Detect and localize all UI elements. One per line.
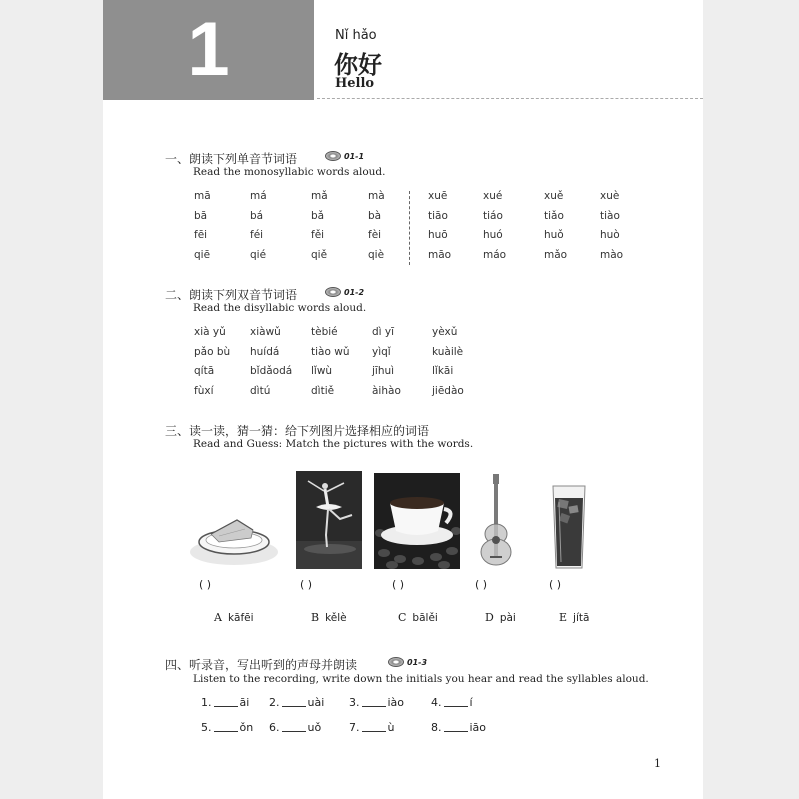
answer-blank[interactable]: ( ) <box>392 578 405 591</box>
section4-subtitle: Listen to the recording, write down the initials you hear and read the syllables aloud. <box>193 673 649 685</box>
choice-word: kělè <box>325 612 347 624</box>
syllable: bà <box>368 209 382 222</box>
guitar-picture <box>476 472 516 570</box>
initial-input-line[interactable] <box>362 731 386 732</box>
syllable: qiě <box>311 248 328 261</box>
initial-blank-item <box>201 721 253 734</box>
audio-track-label: 01-3 <box>407 657 428 667</box>
syllable: tiǎo <box>544 209 564 222</box>
section3-heading: 三、读一读，猜一猜：给下列图片选择相应的词语 <box>165 424 430 438</box>
section2-heading: 二、朗读下列双音节词语 <box>165 288 298 302</box>
cd-icon <box>325 287 341 297</box>
item-number: 1. <box>201 696 212 709</box>
initial-input-line[interactable] <box>214 731 238 732</box>
word: yìqǐ <box>372 345 391 358</box>
syllable: tiāo <box>428 209 448 222</box>
audio-track-label: 01-1 <box>344 151 365 161</box>
pie-picture <box>189 500 279 568</box>
initial-input-line[interactable] <box>214 706 238 707</box>
initial-blank-item <box>431 721 486 734</box>
syllable: máo <box>483 248 507 261</box>
syllable: qiè <box>368 248 385 261</box>
initial-input-line[interactable] <box>444 706 468 707</box>
word: bǐdǎodá <box>250 365 293 377</box>
audio-track-01-2[interactable] <box>325 287 364 297</box>
choice-option <box>485 611 516 624</box>
syllable: fēi <box>194 229 208 241</box>
lesson-pinyin: Nǐ hǎo <box>335 28 377 43</box>
syllable-final: uǒ <box>307 721 322 734</box>
answer-blank[interactable]: ( ) <box>475 578 488 591</box>
initial-input-line[interactable] <box>282 706 306 707</box>
initial-input-line[interactable] <box>282 731 306 732</box>
word: lǐkāi <box>432 365 454 377</box>
word: tèbié <box>311 326 338 338</box>
initial-blank-item <box>431 696 473 709</box>
initial-input-line[interactable] <box>362 706 386 707</box>
word: yèxǔ <box>432 326 458 338</box>
choice-letter: A <box>214 611 222 624</box>
syllable-final: āi <box>239 696 250 709</box>
word: pǎo bù <box>194 345 231 358</box>
word: dì yī <box>372 326 395 338</box>
word: jīhuì <box>372 365 395 377</box>
answer-blank[interactable]: ( ) <box>199 578 212 591</box>
item-number: 5. <box>201 721 212 734</box>
lesson-title: 你好 <box>334 51 382 79</box>
section1-heading: 一、朗读下列单音节词语 <box>165 152 298 166</box>
choice-letter: E <box>559 611 568 624</box>
choice-option <box>214 611 254 624</box>
syllable: qiē <box>194 248 211 261</box>
word: jiēdào <box>432 384 464 397</box>
item-number: 3. <box>349 696 360 709</box>
section3-subtitle: Read and Guess: Match the pictures with the words. <box>193 438 474 450</box>
answer-blank[interactable]: ( ) <box>549 578 562 591</box>
word: dìtiě <box>311 384 335 397</box>
syllable: mǎ <box>311 190 328 202</box>
syllable: mǎo <box>544 248 568 261</box>
item-number: 4. <box>431 696 442 709</box>
initial-blank-item <box>349 721 394 734</box>
syllable: má <box>250 190 267 202</box>
word: fùxí <box>194 384 214 397</box>
audio-track-label: 01-2 <box>344 287 365 297</box>
choice-word: jítā <box>573 612 590 624</box>
word: xiàwǔ <box>250 326 281 338</box>
syllable: xuě <box>544 190 564 202</box>
syllable: mà <box>368 190 385 202</box>
choice-option <box>559 611 589 624</box>
syllable: māo <box>428 248 452 261</box>
syllable-final: uài <box>307 696 325 709</box>
initial-input-line[interactable] <box>444 731 468 732</box>
syllable: xuē <box>428 190 448 202</box>
syllable: mā <box>194 190 211 202</box>
coffee-picture <box>374 473 460 569</box>
syllable: tiáo <box>483 209 503 222</box>
syllable: bá <box>250 209 264 222</box>
initial-blank-item <box>349 696 404 709</box>
header-divider <box>317 98 703 99</box>
word: lǐwù <box>311 365 333 377</box>
initial-blank-item <box>269 721 321 734</box>
initial-blank-item <box>201 696 249 709</box>
item-number: 8. <box>431 721 442 734</box>
choice-letter: B <box>311 611 320 624</box>
lesson-number: 1 <box>103 0 314 100</box>
syllable: féi <box>250 229 264 241</box>
syllable: xuè <box>600 190 620 202</box>
cd-icon <box>388 657 404 667</box>
ballet-picture <box>296 471 362 569</box>
syllable-final: í <box>469 696 473 709</box>
item-number: 2. <box>269 696 280 709</box>
syllable: huǒ <box>544 229 564 241</box>
syllable: tiào <box>600 209 620 222</box>
syllable: fěi <box>311 229 325 241</box>
item-number: 7. <box>349 721 360 734</box>
word: dìtú <box>250 384 271 397</box>
choice-letter: D <box>485 611 494 624</box>
audio-track-01-1[interactable] <box>325 151 364 161</box>
word: kuàilè <box>432 345 464 358</box>
syllable: bā <box>194 209 208 222</box>
choice-option <box>311 611 347 624</box>
section4-heading: 四、听录音，写出听到的声母并朗读 <box>165 658 358 672</box>
choice-letter: C <box>398 611 407 624</box>
audio-track-01-3[interactable] <box>388 657 427 667</box>
answer-blank[interactable]: ( ) <box>300 578 313 591</box>
syllable: qié <box>250 248 267 261</box>
choice-word: bālěi <box>412 612 438 624</box>
item-number: 6. <box>269 721 280 734</box>
syllable: huó <box>483 229 503 241</box>
cola-picture <box>549 484 589 570</box>
syllable-final: iāo <box>469 721 487 734</box>
initial-blank-item <box>269 696 324 709</box>
lesson-english-title: Hello <box>335 76 375 91</box>
word: àihào <box>372 384 401 397</box>
word: xià yǔ <box>194 326 226 338</box>
syllable: bǎ <box>311 209 325 222</box>
page-number: 1 <box>654 757 661 770</box>
syllable: mào <box>600 248 624 261</box>
syllable: huò <box>600 229 620 241</box>
word: huídá <box>250 345 280 358</box>
syllable-final: ǒn <box>239 721 254 734</box>
section1-subtitle: Read the monosyllabic words aloud. <box>193 166 386 178</box>
section2-subtitle: Read the disyllabic words aloud. <box>193 302 367 314</box>
grid-divider <box>409 191 410 265</box>
syllable: xué <box>483 190 503 202</box>
choice-word: pài <box>499 612 516 624</box>
syllable-final: ù <box>387 721 395 734</box>
choice-word: kāfēi <box>227 612 254 624</box>
syllable: huō <box>428 229 448 241</box>
textbook-page <box>103 0 703 799</box>
syllable: fèi <box>368 229 382 241</box>
syllable-final: iào <box>387 696 405 709</box>
word: qítā <box>194 365 215 377</box>
word: tiào wǔ <box>311 345 350 358</box>
cd-icon <box>325 151 341 161</box>
choice-option <box>398 611 438 624</box>
